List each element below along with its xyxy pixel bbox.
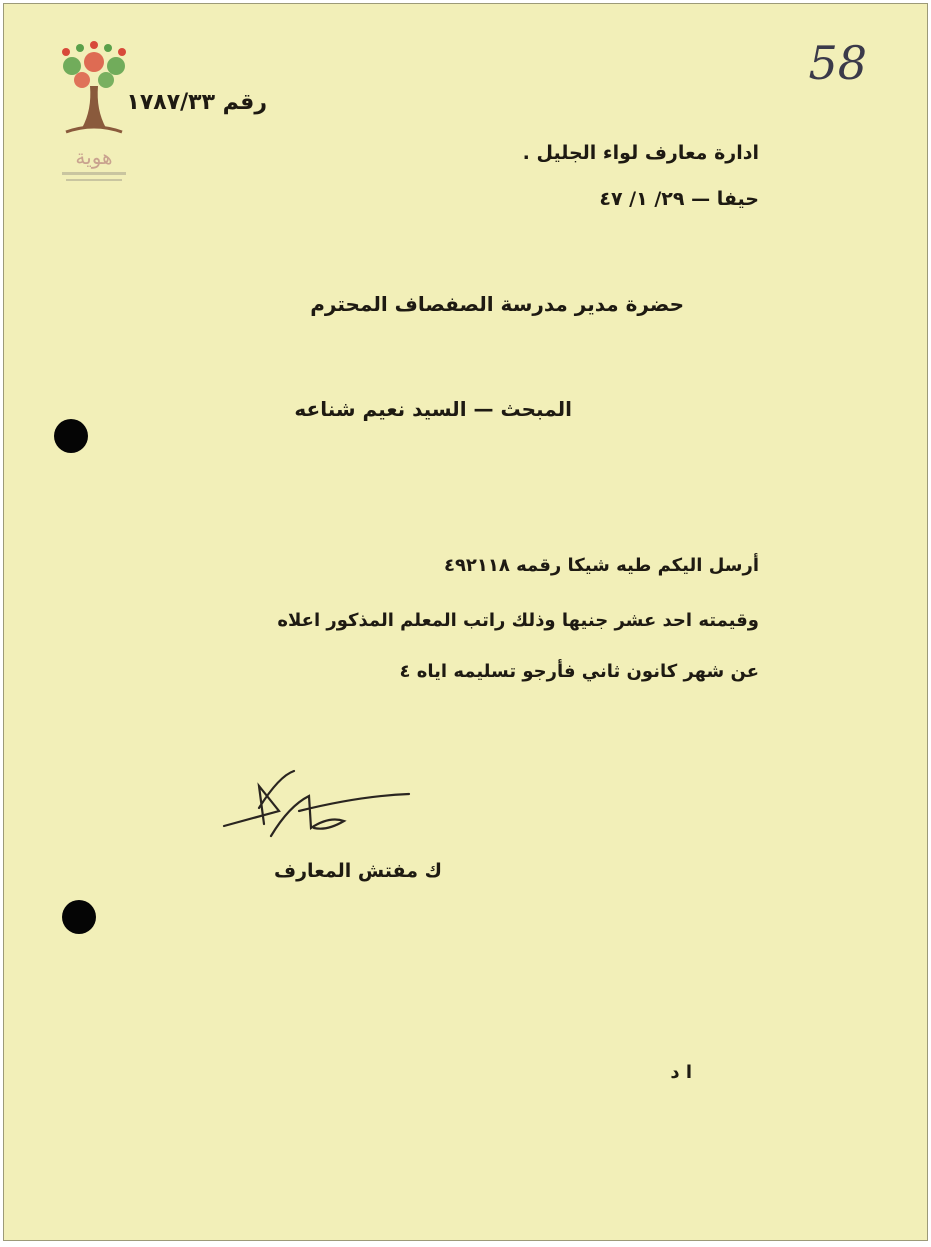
- date-line: حيفا — ٢٩/ ١/ ٤٧: [599, 188, 759, 210]
- punch-hole: [62, 900, 96, 934]
- initials: ا د: [670, 1062, 692, 1083]
- logo-watermark-text: هوية: [75, 145, 113, 169]
- letter-page: [3, 3, 928, 1241]
- handwritten-signature: [219, 766, 419, 846]
- reference-number: رقم ١٧٨٧/٣٣: [126, 90, 267, 115]
- subject-line: المبحث — السيد نعيم شناعه: [294, 397, 572, 421]
- organization-name: ادارة معارف لواء الجليل .: [522, 142, 759, 164]
- punch-hole: [54, 419, 88, 453]
- page-number: 58: [808, 36, 867, 90]
- signature-title: ك مفتش المعارف: [274, 860, 442, 882]
- archive-logo-icon: [54, 40, 134, 190]
- body-line: أرسل اليكم طيه شيكا رقمه ٤٩٢١١٨: [443, 555, 759, 576]
- addressee-line: حضرة مدير مدرسة الصفصاف المحترم: [310, 292, 684, 316]
- body-line: وقيمته احد عشر جنيها وذلك راتب المعلم المذكور اعلاه: [277, 610, 759, 631]
- body-line: عن شهر كانون ثاني فأرجو تسليمه اياه ٤: [399, 661, 759, 682]
